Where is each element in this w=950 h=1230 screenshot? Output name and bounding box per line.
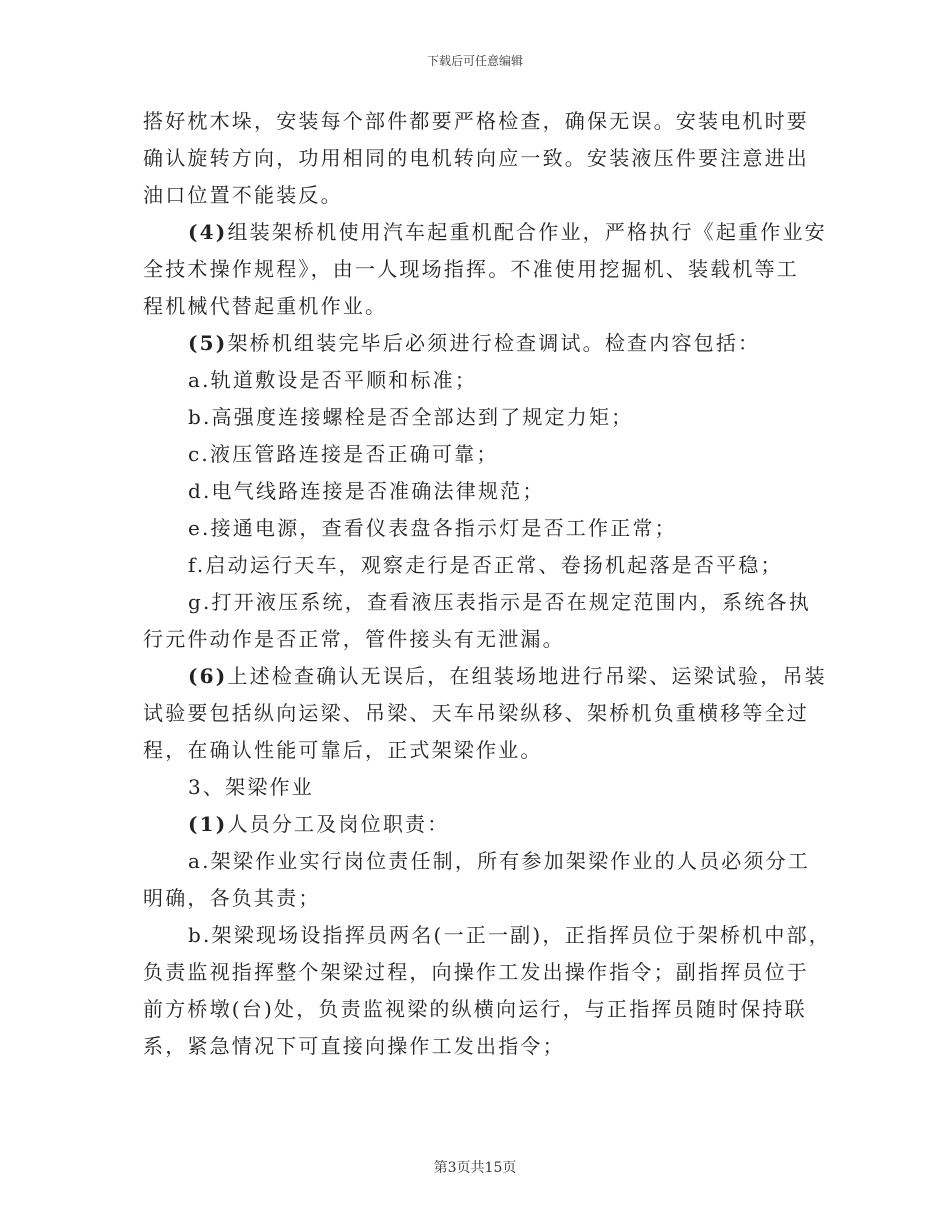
text-line (143, 769, 811, 806)
text-line (143, 214, 827, 251)
text-line (143, 658, 827, 695)
line-text: a.轨道敷设是否平顺和标准； (188, 368, 478, 392)
text-line (143, 732, 811, 769)
line-text: 程机械代替起重机作业。 (143, 294, 388, 318)
text-line (143, 917, 831, 954)
text-line (143, 251, 811, 288)
text-line (143, 473, 811, 510)
line-text: 全技术操作规程》，由一人现场指挥。不准使用挖掘机、装载机等工 (143, 257, 799, 281)
line-text: 人员分工及岗位职责： (227, 812, 450, 836)
text-line (143, 843, 811, 880)
text-line (143, 399, 811, 436)
line-text: 系，紧急情况下可直接向操作工发出指令； (143, 1034, 565, 1058)
text-line (143, 103, 811, 140)
line-text: 油口位置不能装反。 (143, 183, 343, 207)
line-text: 确认旋转方向，功用相同的电机转向应一致。安装液压件要注意进出 (143, 146, 809, 170)
line-text: 程，在确认性能可靠后，正式架梁作业。 (143, 738, 543, 762)
line-text: 行元件动作是否正常，管件接头有无泄漏。 (143, 627, 565, 651)
line-text: 明确，各负其责； (143, 886, 321, 910)
text-line (143, 954, 811, 991)
item-number: (4) (188, 220, 228, 244)
text-line (143, 436, 811, 473)
text-line (143, 806, 811, 843)
line-text: a.架梁作业实行岗位责任制，所有参加架梁作业的人员必须分工 (188, 849, 811, 873)
line-text: g.打开液压系统，查看液压表指示是否在规定范围内，系统各执 (188, 590, 811, 614)
line-text: f.启动运行天车，观察走行是否正常、卷扬机起落是否平稳； (188, 553, 783, 577)
text-line (143, 362, 811, 399)
text-line (143, 177, 811, 214)
item-number: (5) (188, 331, 228, 355)
text-line (143, 140, 811, 177)
line-text: c.液压管路连接是否正确可靠； (188, 442, 499, 466)
text-line (143, 510, 811, 547)
item-number: (6) (188, 664, 228, 688)
text-line (143, 991, 811, 1028)
line-text: b.高强度连接螺栓是否全部达到了规定力矩； (188, 405, 634, 429)
line-text: 上述检查确认无误后，在组装场地进行吊梁、运梁试验，吊装 (227, 664, 827, 688)
line-text: d.电气线路连接是否准确法律规范； (188, 479, 545, 503)
item-number: (1) (188, 812, 228, 836)
line-text: 3、架梁作业 (188, 775, 314, 799)
page-header: 下载后可任意编辑 (426, 54, 523, 68)
text-line (143, 547, 811, 584)
text-line (143, 288, 811, 325)
page-footer: 第3页共15页 (433, 1160, 517, 1176)
text-line (143, 325, 811, 362)
text-line (143, 880, 811, 917)
text-line (143, 1028, 811, 1065)
text-line (143, 695, 811, 732)
line-text: 负责监视指挥整个架梁过程，向操作工发出操作指令；副指挥员位于 (143, 960, 809, 984)
text-line (143, 584, 811, 621)
line-text: e.接通电源，查看仪表盘各指示灯是否工作正常； (188, 516, 677, 540)
line-text: b.架梁现场设指挥员两名(一正一副)，正指挥员位于架桥机中部， (188, 923, 831, 947)
line-text: 搭好枕木垛，安装每个部件都要严格检查，确保无误。安装电机时要 (143, 109, 809, 133)
document-body (143, 103, 831, 1065)
line-text: 前方桥墩(台)处，负责监视梁的纵横向运行，与正指挥员随时保持联 (143, 997, 807, 1021)
line-text: 试验要包括纵向运梁、吊梁、天车吊梁纵移、架桥机负重横移等全过 (143, 701, 809, 725)
line-text: 架桥机组装完毕后必须进行检查调试。检查内容包括： (227, 331, 761, 355)
line-text: 组装架桥机使用汽车起重机配合作业，严格执行《起重作业安 (227, 220, 827, 244)
text-line (143, 621, 811, 658)
